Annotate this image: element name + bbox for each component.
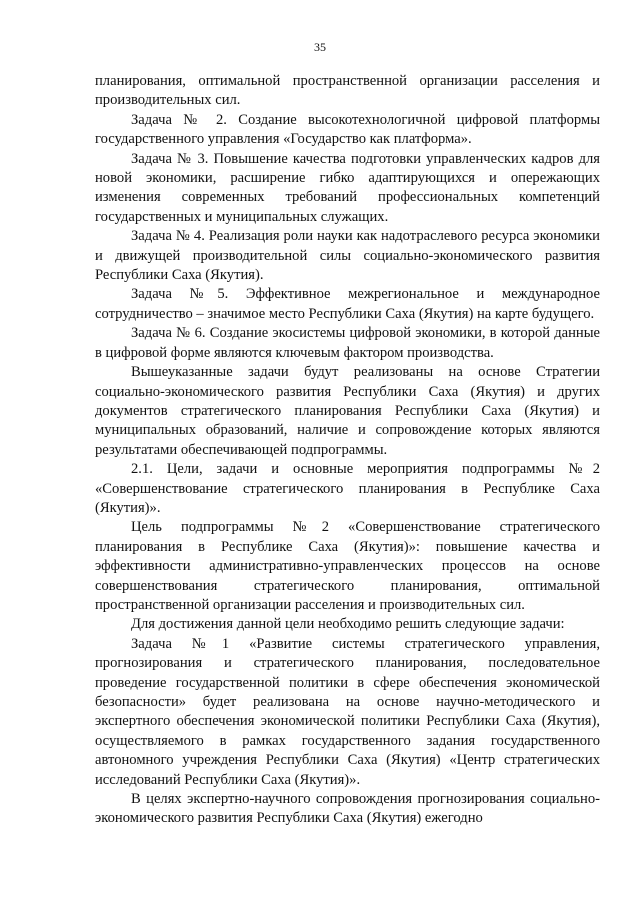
paragraph: планирования, оптимальной пространственной организации расселения и производительных сил. <box>95 73 600 109</box>
paragraph: В целях экспертно-научного сопровождения прогнозирования социально-экономического развития Республики Саха (Якутия) ежегодно <box>95 791 600 827</box>
document-body <box>95 72 600 829</box>
paragraph: Задача № 6. Создание экосистемы цифровой экономики, в которой данные в цифровой форме являются ключевым фактором производства. <box>95 325 600 361</box>
paragraph: Цель подпрограммы №2 «Совершенствование стратегического планирования в Республике Саха (Якутия)»: повышение качества и эффективности административно-управленческих процессов на основе совершенствования стратегического планирования, оптимальной пространственной организации расселения и производительных сил. <box>95 519 600 613</box>
paragraph: Задача №1 «Развитие системы стратегического управления, прогнозирования и стратегического планирования, последовательное проведение государственной политики в сфере обеспечения экономической безопасности» будет реализована на основе научно-методического и экспертного обеспечения экономической политики Республики Саха (Якутия), осуществляемого в рамках государственного задания государственного автономного учреждения Республики Саха (Якутия) «Центр стратегических исследований Республики Саха (Якутия)». <box>95 635 600 788</box>
paragraph: Задача №5. Эффективное межрегиональное и международное сотрудничество – значимое место Республики Саха (Якутия) на карте будущего. <box>95 286 600 322</box>
paragraph: 2.1. Цели, задачи и основные мероприятия подпрограммы №2 «Совершенствование стратегического планирования в Республике Саха (Якутия)». <box>95 461 600 516</box>
paragraph: Задача № 2. Создание высокотехнологичной цифровой платформы государственного управления «Государство как платформа». <box>95 111 600 148</box>
paragraph: Задача № 3. Повышение качества подготовки управленческих кадров для новой экономики, расширение гибко адаптирующихся и опережающих изменения современных требований профессиональных компетенций государственных и муниципальных служащих. <box>95 150 600 225</box>
paragraph: Вышеуказанные задачи будут реализованы на основе Стратегии социально-экономического развития Республики Саха (Якутия) и других документов стратегического планирования Республики Саха (Якутия) и муниципальных образований, наличие и сопровождение которых являются результатами обеспечивающей подпрограммы. <box>95 364 600 458</box>
paragraph: Задача № 4. Реализация роли науки как надотраслевого ресурса экономики и движущей производительной силы социально-экономического развития Республики Саха (Якутия). <box>95 228 600 284</box>
paragraph: Для достижения данной цели необходимо решить следующие задачи: <box>131 616 565 633</box>
page-number: 35 <box>314 40 326 54</box>
